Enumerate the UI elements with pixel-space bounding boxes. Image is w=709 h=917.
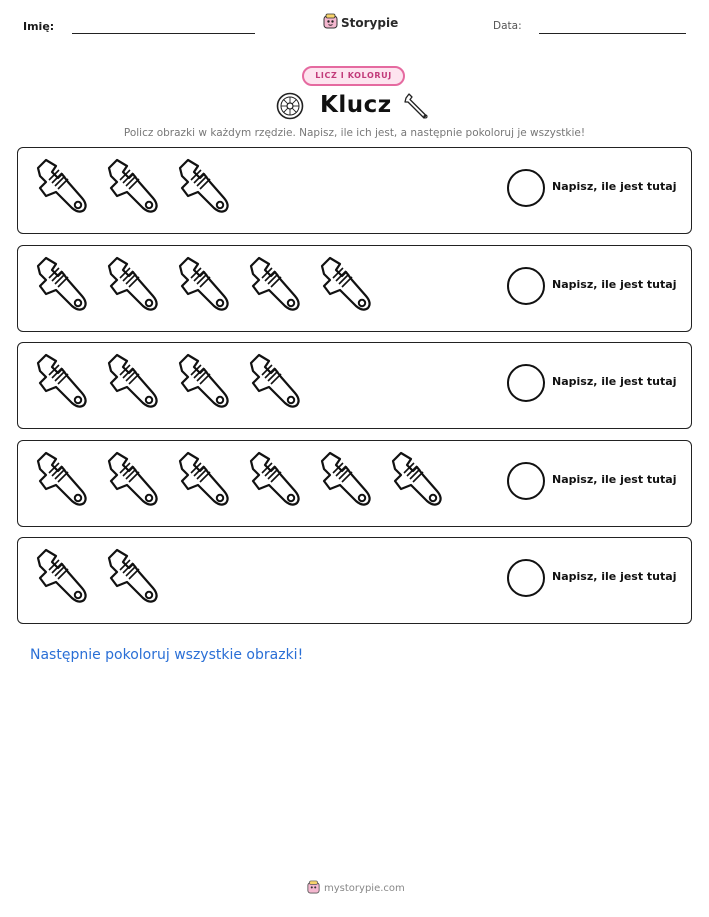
count-row-2 <box>17 245 692 332</box>
wrench-icon[interactable] <box>316 254 376 318</box>
answer-circle[interactable] <box>507 559 545 597</box>
wrench-icon[interactable] <box>32 546 92 610</box>
wrench-icon[interactable] <box>32 254 92 318</box>
wrench-icon[interactable] <box>174 351 234 415</box>
wrench-icon[interactable] <box>32 351 92 415</box>
wrench-icon[interactable] <box>32 449 92 513</box>
date-label: Data: <box>493 20 522 32</box>
wrench-icon[interactable] <box>316 449 376 513</box>
wrench-icon[interactable] <box>387 449 447 513</box>
wrench-icon[interactable] <box>103 546 163 610</box>
activity-badge: LICZ I KOLORUJ <box>302 66 405 86</box>
storypie-logo-icon <box>307 879 320 898</box>
answer-circle[interactable] <box>507 462 545 500</box>
storypie-logo-icon <box>323 13 338 33</box>
wrench-icon[interactable] <box>174 449 234 513</box>
title-row <box>0 88 709 124</box>
footer-url: mystorypie.com <box>324 883 405 894</box>
answer-circle[interactable] <box>507 267 545 305</box>
answer-circle[interactable] <box>507 169 545 207</box>
wrench-icon[interactable] <box>174 254 234 318</box>
wrench-icon[interactable] <box>174 156 234 220</box>
coloring-note: Następnie pokoloruj wszystkie obrazki! <box>30 647 304 663</box>
count-row-4 <box>17 440 692 527</box>
count-row-1 <box>17 147 692 234</box>
answer-circle[interactable] <box>507 364 545 402</box>
page-title: Klucz <box>320 92 392 118</box>
answer-label: Napisz, ile jest tutaj <box>552 278 677 291</box>
answer-label: Napisz, ile jest tutaj <box>552 570 677 583</box>
wheel-icon <box>276 92 304 124</box>
wrench-icon[interactable] <box>245 449 305 513</box>
wrench-icon[interactable] <box>103 254 163 318</box>
storypie-brand <box>323 13 398 33</box>
answer-label: Napisz, ile jest tutaj <box>552 473 677 486</box>
wrench-icon[interactable] <box>245 351 305 415</box>
wrench-icon[interactable] <box>103 156 163 220</box>
footer-brand <box>307 879 405 898</box>
wrench-icon[interactable] <box>103 351 163 415</box>
count-row-5 <box>17 537 692 624</box>
name-label: Imię: <box>23 20 55 33</box>
wrench-icon <box>402 91 432 125</box>
instructions: Policz obrazki w każdym rzędzie. Napisz, ile ich jest, a następnie pokoloruj je wszystkie! <box>123 127 586 139</box>
name-line[interactable] <box>72 33 255 34</box>
wrench-icon[interactable] <box>103 449 163 513</box>
answer-label: Napisz, ile jest tutaj <box>552 375 677 388</box>
wrench-icon[interactable] <box>32 156 92 220</box>
date-line[interactable] <box>539 33 686 34</box>
wrench-icon[interactable] <box>245 254 305 318</box>
brand-name: Storypie <box>341 16 399 30</box>
count-row-3 <box>17 342 692 429</box>
answer-label: Napisz, ile jest tutaj <box>552 180 677 193</box>
